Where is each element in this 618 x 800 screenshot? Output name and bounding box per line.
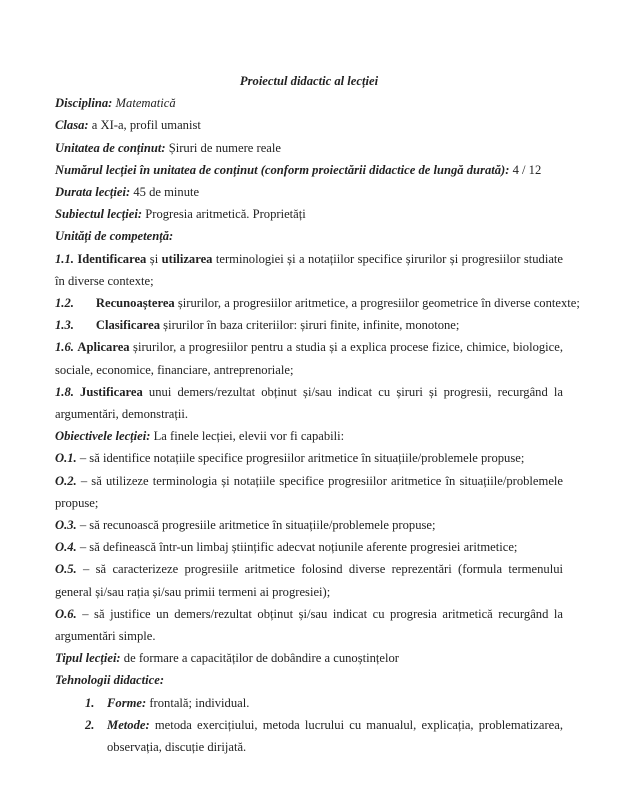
field-label: Unitatea de conținut: bbox=[55, 140, 166, 155]
field-clasa bbox=[55, 114, 563, 136]
obiectiv-item bbox=[55, 447, 563, 469]
obiectiv-text: – să caracterizeze progresiile aritmetice folosind diverse reprezentări (formula termenului general și/sau rația și/sau primii termeni ai progresiei); bbox=[55, 562, 563, 599]
obiectiv-code: O.3. bbox=[55, 518, 77, 533]
field-label: Subiectul lecției: bbox=[55, 207, 143, 222]
obiectiv-item bbox=[55, 558, 563, 602]
obiectiv-code: O.6. bbox=[55, 606, 77, 621]
competenta-text: șirurilor în baza criteriilor: șiruri finite, infinite, monotone; bbox=[160, 318, 460, 333]
tipul-lectiei bbox=[55, 647, 563, 669]
field-value: 45 de minute bbox=[133, 185, 200, 200]
obiectiv-item bbox=[55, 470, 563, 514]
tehnologii-label: Metode: bbox=[107, 717, 150, 732]
tipul-label: Tipul lecției: bbox=[55, 651, 121, 666]
field-value: Progresia aritmetică. Proprietăți bbox=[145, 207, 306, 222]
field-label: Numărul lecției în unitatea de conținut (conform proiectării didactice de lungă durată): bbox=[55, 162, 510, 177]
field-value: 4 / 12 bbox=[512, 162, 542, 177]
competenta-item bbox=[55, 248, 563, 292]
obiectiv-text: – să definească într-un limbaj științific adecvat noțiunile aferente progresiei aritmetice; bbox=[79, 540, 518, 555]
competenta-code: 1.6. bbox=[55, 340, 74, 355]
field-subiectul bbox=[55, 203, 563, 225]
obiectiv-item bbox=[55, 603, 563, 647]
competenta-keyword: utilizarea bbox=[161, 251, 213, 266]
obiectiv-code: O.4. bbox=[55, 540, 77, 555]
obiectiv-code: O.2. bbox=[55, 473, 77, 488]
competenta-item bbox=[55, 314, 563, 336]
competenta-text: terminologiei și a notațiilor specifice șirurilor și progresiilor studiate în diverse contexte; bbox=[55, 251, 563, 288]
competenta-keyword: Identificarea bbox=[77, 251, 147, 266]
field-unitatea bbox=[55, 137, 563, 159]
field-value: Șiruri de numere reale bbox=[168, 140, 281, 155]
obiectiv-text: – să utilizeze terminologia și notațiile specifice progresiilor aritmetice în situațiile/problemele propuse; bbox=[55, 473, 563, 510]
field-label: Disciplina: bbox=[55, 96, 113, 111]
obiectiv-text: – să recunoască progresiile aritmetice în situațiile/problemele propuse; bbox=[79, 518, 436, 533]
field-label: Durata lecției: bbox=[55, 185, 131, 200]
obiectiv-text: – să identifice notațiile specifice progresiilor aritmetice în situațiile/problemele propuse; bbox=[79, 451, 525, 466]
obiectiv-text: – să justifice un demers/rezultat obținut și/sau indicat cu progresia aritmetică recurgând la argumentări simple. bbox=[55, 606, 563, 644]
competenta-text: și bbox=[146, 251, 162, 266]
tehnologii-value: metoda exercițiului, metoda lucrului cu manualul, explicația, problematizarea, observația, discuție dirijată. bbox=[107, 717, 563, 755]
competenta-text: șirurilor, a progresiilor aritmetice, a progresiilor geometrice în diverse contexte; bbox=[174, 296, 580, 311]
competente-heading: Unități de competență: bbox=[55, 229, 174, 244]
obiectiv-item bbox=[55, 536, 563, 558]
obiectiv-code: O.5. bbox=[55, 562, 77, 577]
field-label: Clasa: bbox=[55, 118, 89, 133]
field-disciplina bbox=[55, 92, 563, 114]
competenta-keyword: Aplicarea bbox=[77, 340, 130, 355]
document-title: Proiectul didactic al lecției bbox=[239, 74, 379, 88]
field-value: Matematică bbox=[115, 96, 176, 111]
obiectiv-code: O.1. bbox=[55, 451, 77, 466]
competenta-keyword: Recunoașterea bbox=[95, 296, 175, 311]
tehnologii-heading: Tehnologii didactice: bbox=[55, 673, 165, 688]
competenta-item bbox=[55, 381, 563, 425]
obiective-section bbox=[55, 425, 563, 447]
document-page bbox=[55, 70, 580, 758]
tehnologii-item bbox=[85, 692, 563, 714]
tehnologii-value: frontală; individual. bbox=[149, 695, 250, 710]
competenta-code: 1.2. bbox=[55, 296, 74, 311]
tehnologii-item bbox=[85, 714, 563, 758]
competenta-text: șirurilor, a progresiilor pentru a studia și a explica procese fizice, chimice, biologice, sociale, economice, financiare, antreprenoriale; bbox=[55, 340, 563, 377]
competenta-text: unui demers/rezultat obținut și/sau indicat cu șiruri și progresii, recurgând la argumentări, demonstrații. bbox=[55, 384, 564, 422]
obiective-label: Obiectivele lecției: bbox=[55, 429, 151, 444]
tehnologii-list bbox=[85, 692, 563, 759]
obiective-intro: La finele lecției, elevii vor fi capabili: bbox=[153, 429, 345, 444]
competenta-code: 1.1. bbox=[55, 251, 74, 266]
competenta-code: 1.3. bbox=[55, 318, 74, 333]
obiectiv-item bbox=[55, 514, 563, 536]
field-numarul bbox=[55, 159, 563, 181]
list-number: 1. bbox=[85, 695, 95, 710]
competenta-item bbox=[55, 336, 563, 380]
competenta-keyword: Justificarea bbox=[80, 384, 143, 399]
field-durata bbox=[55, 181, 563, 203]
list-number: 2. bbox=[85, 717, 95, 732]
competenta-code: 1.8. bbox=[55, 384, 74, 399]
competenta-keyword: Clasificarea bbox=[95, 318, 161, 333]
tehnologii-label: Forme: bbox=[107, 695, 147, 710]
competenta-item bbox=[55, 292, 580, 314]
tipul-value: de formare a capacităților de dobândire a cunoștințelor bbox=[123, 651, 399, 666]
field-value: a XI-a, profil umanist bbox=[91, 118, 201, 133]
